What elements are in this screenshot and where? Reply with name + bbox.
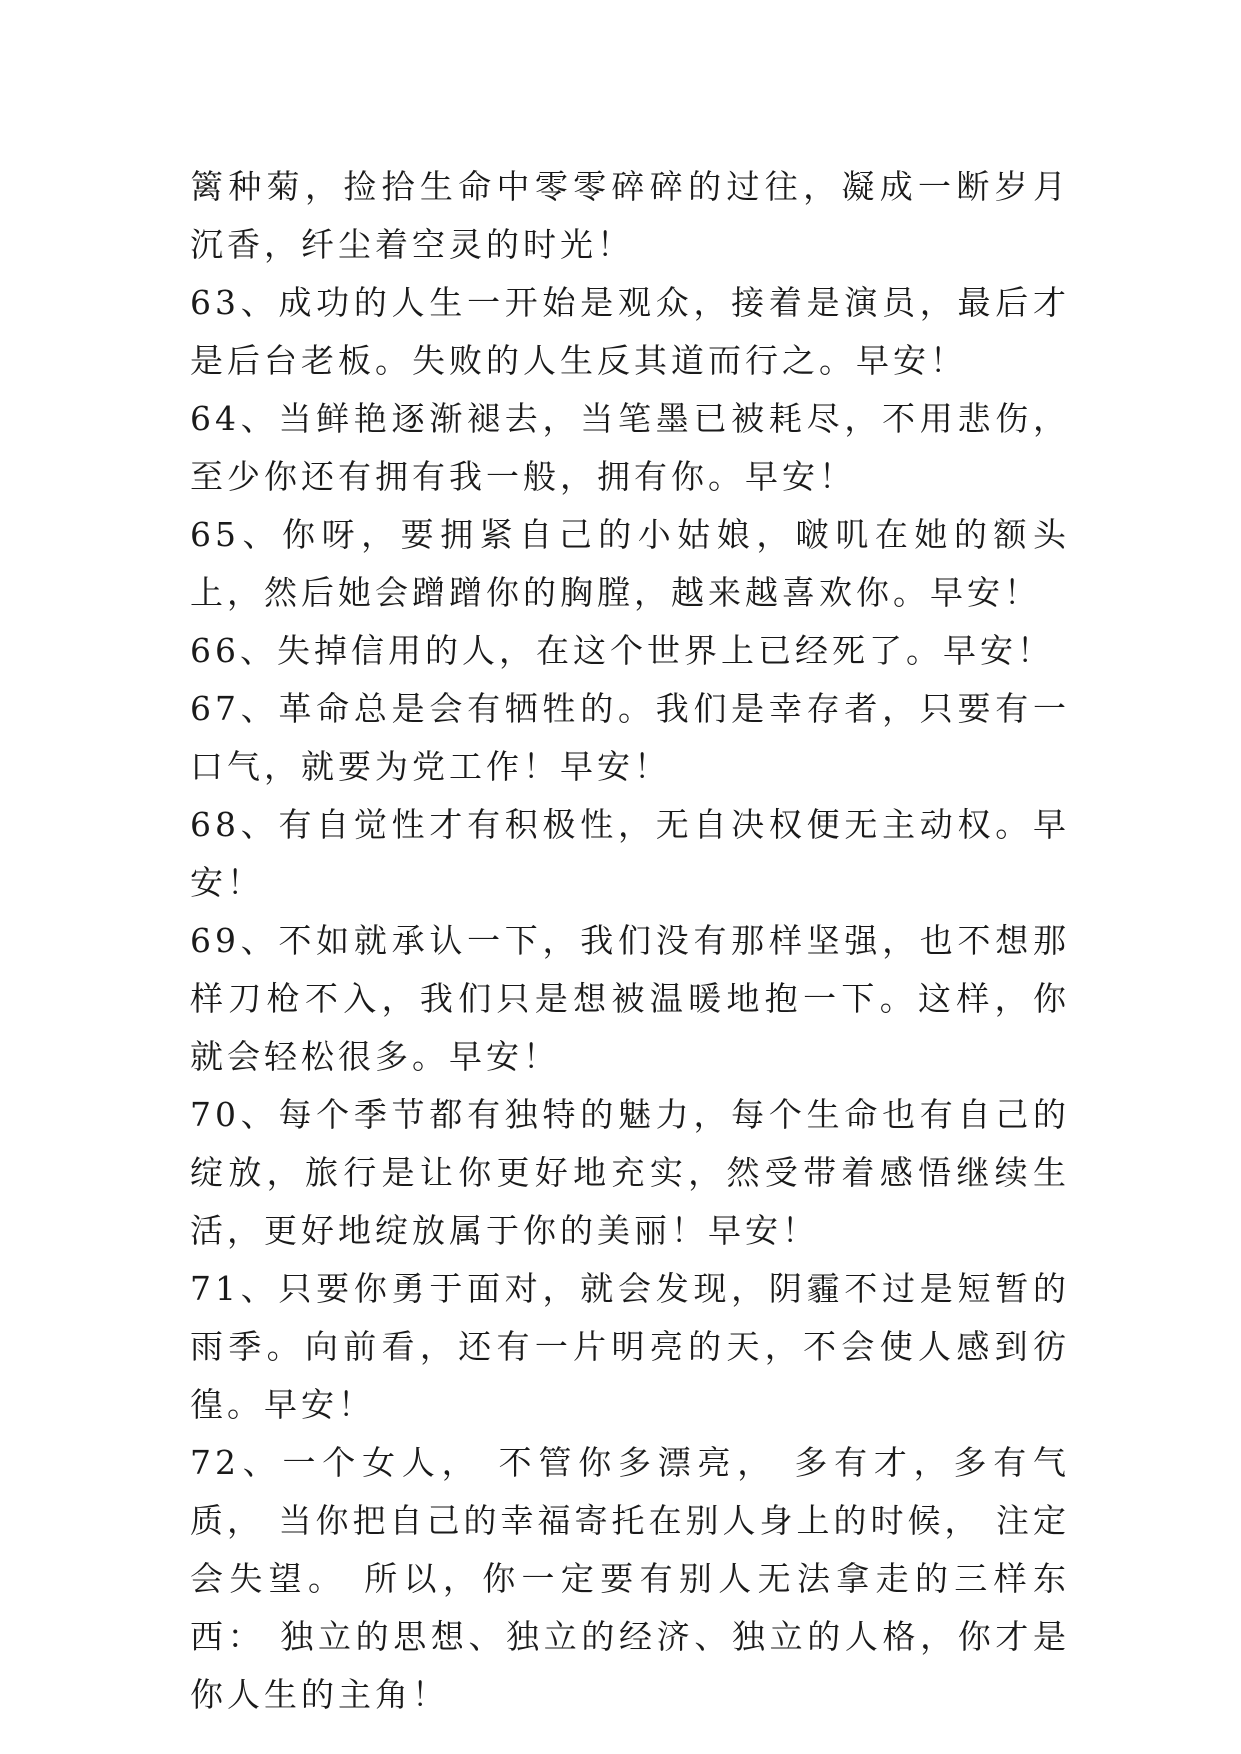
paragraph-66: 66、失掉信用的人，在这个世界上已经死了。早安！ — [190, 631, 1054, 670]
paragraph-63: 63、成功的人生一开始是观众，接着是演员，最后才是后台老板。失败的人生反其道而行之。早安！ — [190, 283, 1070, 380]
paragraph-67: 67、革命总是会有牺牲的。我们是幸存者，只要有一口气，就要为党工作！早安！ — [190, 689, 1070, 786]
paragraph-64: 64、当鲜艳逐渐褪去，当笔墨已被耗尽，不用悲伤，至少你还有拥有我一般，拥有你。早安！ — [190, 399, 1070, 496]
paragraph-69: 69、不如就承认一下，我们没有那样坚强，也不想那样刀枪不入，我们只是想被温暖地抱一下。这样，你就会轻松很多。早安！ — [190, 921, 1070, 1076]
paragraph-65: 65、你呀，要拥紧自己的小姑娘，啵叽在她的额头上，然后她会蹭蹭你的胸膛，越来越喜欢你。早安！ — [190, 515, 1070, 612]
paragraph-68: 68、有自觉性才有积极性，无自决权便无主动权。早安！ — [190, 805, 1070, 902]
paragraph-70: 70、每个季节都有独特的魅力，每个生命也有自己的绽放，旅行是让你更好地充实，然受带着感悟继续生活，更好地绽放属于你的美丽！早安！ — [190, 1095, 1070, 1250]
paragraph-continuation: 篱种菊，捡拾生命中零零碎碎的过往，凝成一断岁月沉香，纤尘着空灵的时光！ — [190, 167, 1070, 264]
document-body — [190, 158, 1070, 1724]
paragraph-71: 71、只要你勇于面对，就会发现，阴霾不过是短暂的雨季。向前看，还有一片明亮的天，不会使人感到彷徨。早安！ — [190, 1269, 1070, 1424]
paragraph-72: 72、一个女人， 不管你多漂亮， 多有才，多有气质， 当你把自己的幸福寄托在别人身上的时候， 注定会失望。 所以，你一定要有别人无法拿走的三样东西： 独立的思想、独立的经济、独立的人格，你才是你人生的主角！ — [190, 1443, 1070, 1714]
